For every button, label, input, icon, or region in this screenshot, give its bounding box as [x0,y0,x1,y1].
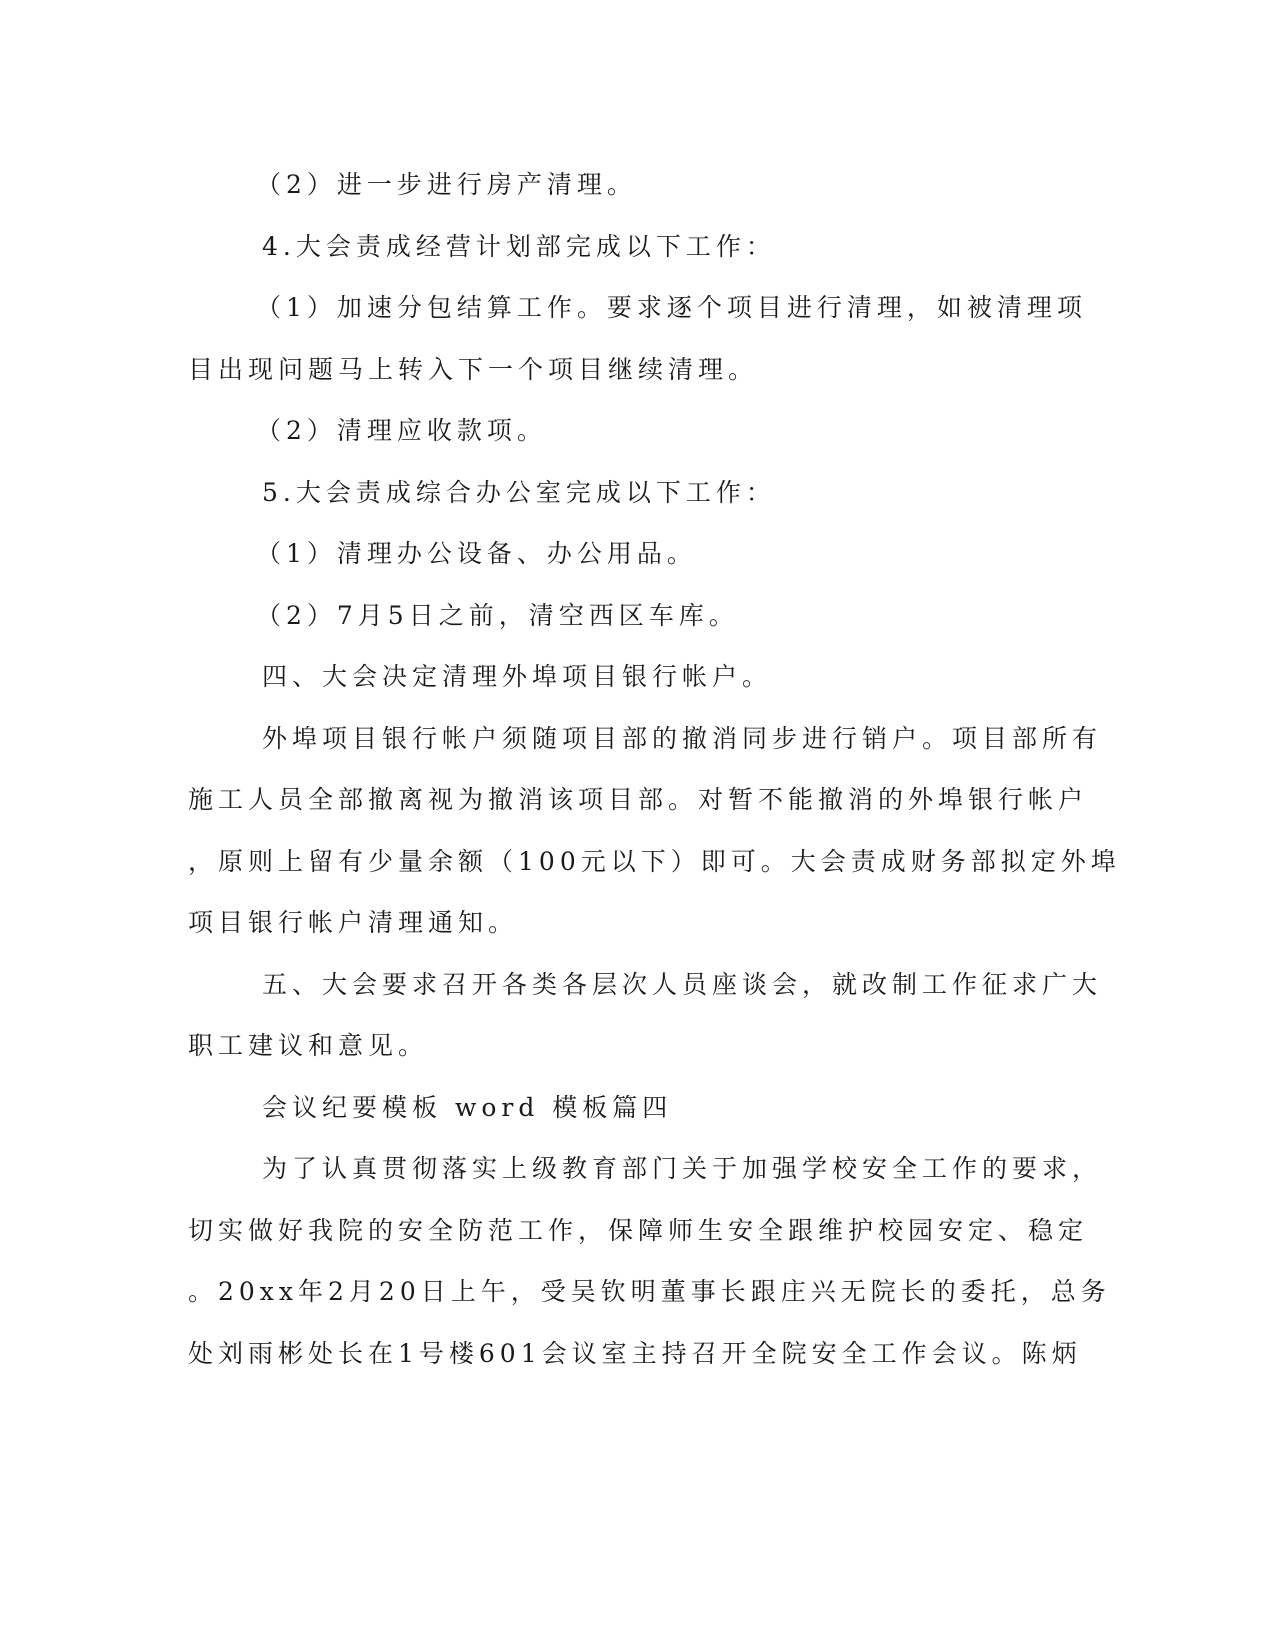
section-heading: 五、大会要求召开各类各层次人员座谈会，就改制工作征求广大 [262,969,1103,999]
paragraph-line: 为了认真贯彻落实上级教育部门关于加强学校安全工作的要求， [262,1154,1103,1183]
paragraph-line: 切实做好我院的安全防范工作，保障师生安全跟维护校园安定、稳定 [188,1215,1089,1245]
section-heading: 四、大会决定清理外埠项目银行帐户。 [262,662,773,691]
paragraph-line: 项目银行帐户清理通知。 [188,908,519,937]
document-body [188,165,1121,1395]
paragraph-line: （2）7月5日之前，清空西区车库。 [256,600,739,630]
paragraph-line: ，原则上留有少量余额（100元以下）即可。大会责成财务部拟定外埠 [188,846,1121,876]
paragraph-line: （2）清理应收款项。 [256,416,547,445]
paragraph-line: 施工人员全部撤离视为撤消该项目部。对暂不能撤消的外埠银行帐户 [188,785,1089,814]
paragraph-line: 。20xx年2月20日上午，受吴钦明董事长跟庄兴无院长的委托，总务 [188,1277,1111,1306]
paragraph-line: （1）加速分包结算工作。要求逐个项目进行清理，如被清理项 [256,293,1087,322]
paragraph-line: 处刘雨彬处长在1号楼601会议室主持召开全院安全工作会议。陈炳 [188,1338,1082,1368]
paragraph-line: 目出现问题马上转入下一个项目继续清理。 [188,354,759,384]
subtitle-heading: 会议纪要模板 word 模板篇四 [262,1092,673,1122]
paragraph-line: 4.大会责成经营计划部完成以下工作： [262,231,776,261]
paragraph-line: 外埠项目银行帐户须随项目部的撤消同步进行销户。项目部所有 [262,723,1103,753]
paragraph-line: （2）进一步进行房产清理。 [256,170,637,199]
paragraph-line: 职工建议和意见。 [188,1031,429,1060]
paragraph-line: 5.大会责成综合办公室完成以下工作： [262,477,776,507]
paragraph-line: （1）清理办公设备、办公用品。 [256,539,697,568]
